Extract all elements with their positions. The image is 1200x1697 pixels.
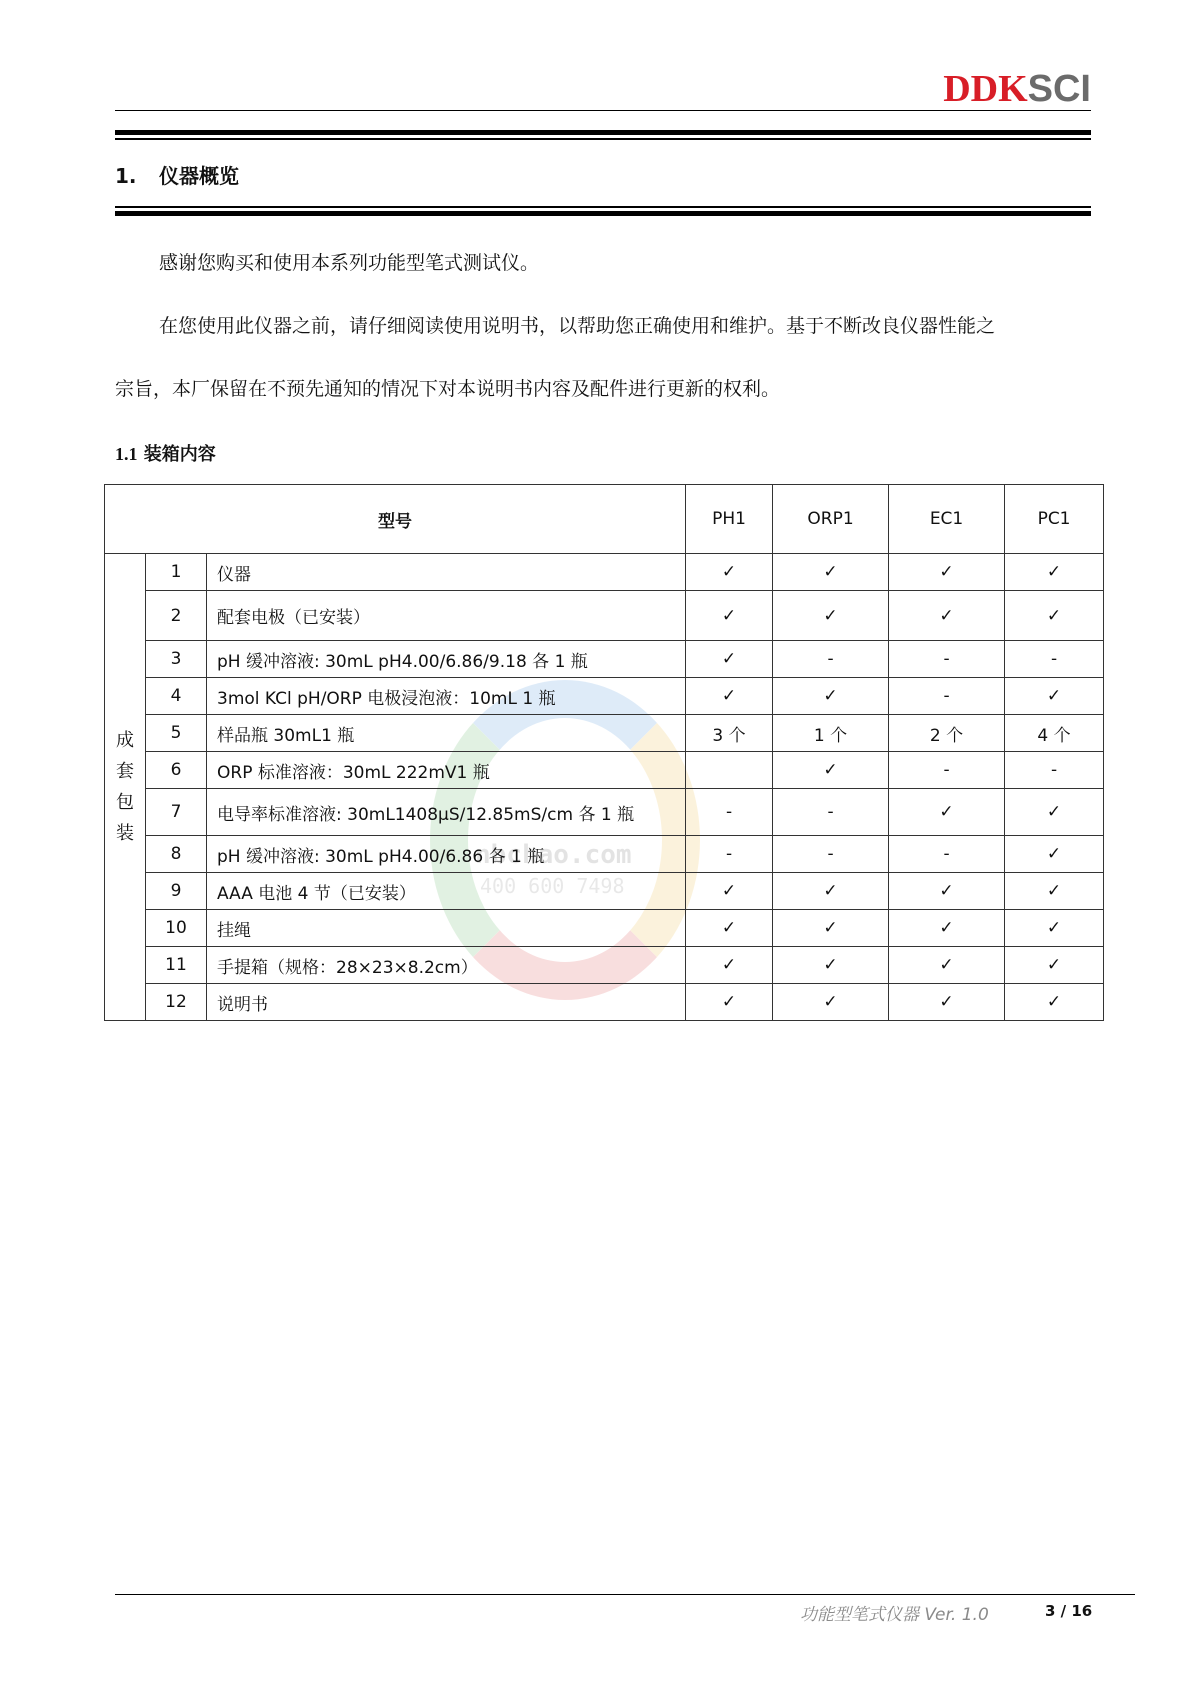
table-row xyxy=(105,715,1104,752)
row-number: 3 xyxy=(146,641,207,678)
table-row xyxy=(105,789,1104,836)
table-row xyxy=(105,947,1104,984)
notice-line-2: 宗旨，本厂保留在不预先通知的情况下对本说明书内容及配件进行更新的权利。 xyxy=(115,378,781,400)
row-number: 5 xyxy=(146,715,207,752)
cell-ec1: - xyxy=(889,678,1005,715)
brand-logo xyxy=(943,70,1091,108)
cell-pc1: ✓ xyxy=(1005,947,1104,984)
cell-orp1: ✓ xyxy=(773,678,889,715)
cell-orp1: ✓ xyxy=(773,984,889,1021)
table-row xyxy=(105,591,1104,641)
section-rule-bottom xyxy=(115,211,1091,216)
table-row xyxy=(105,554,1104,591)
col-header-orp1: ORP1 xyxy=(773,485,889,554)
cell-pc1: - xyxy=(1005,752,1104,789)
cell-orp1: ✓ xyxy=(773,752,889,789)
group-label: 成 套 包 装 xyxy=(116,730,134,844)
col-header-ec1: EC1 xyxy=(889,485,1005,554)
table-row xyxy=(105,678,1104,715)
logo-part-sci: SCI xyxy=(1027,68,1091,110)
cell-ec1: ✓ xyxy=(889,591,1005,641)
table-header-row xyxy=(105,485,1104,554)
cell-ph1: 3 个 xyxy=(686,715,773,752)
notice-line-1: 在您使用此仪器之前，请仔细阅读使用说明书，以帮助您正确使用和维护。基于不断改良仪器性能之 xyxy=(159,315,996,337)
cell-pc1: ✓ xyxy=(1005,554,1104,591)
row-item: 挂绳 xyxy=(207,910,686,947)
section-heading xyxy=(115,160,239,189)
row-number: 8 xyxy=(146,836,207,873)
cell-pc1: ✓ xyxy=(1005,591,1104,641)
row-item: AAA 电池 4 节（已安装） xyxy=(207,873,686,910)
table-row xyxy=(105,641,1104,678)
cell-ph1: ✓ xyxy=(686,554,773,591)
cell-ph1: ✓ xyxy=(686,873,773,910)
cell-ph1: ✓ xyxy=(686,678,773,715)
cell-ph1: - xyxy=(686,836,773,873)
row-item: 3mol KCl pH/ORP 电极浸泡液：10mL 1 瓶 xyxy=(207,678,686,715)
footer-rule xyxy=(115,1594,1135,1595)
row-number: 12 xyxy=(146,984,207,1021)
cell-ec1: - xyxy=(889,641,1005,678)
table-row xyxy=(105,984,1104,1021)
watermark-name: nbchao.com xyxy=(475,840,632,870)
cell-ec1: ✓ xyxy=(889,789,1005,836)
cell-pc1: 4 个 xyxy=(1005,715,1104,752)
subsection-title: 装箱内容 xyxy=(143,444,216,465)
cell-ec1: 2 个 xyxy=(889,715,1005,752)
col-header-pc1: PC1 xyxy=(1005,485,1104,554)
cell-ec1: ✓ xyxy=(889,947,1005,984)
row-item: 说明书 xyxy=(207,984,686,1021)
cell-pc1: ✓ xyxy=(1005,873,1104,910)
row-item: 样品瓶 30mL1 瓶 xyxy=(207,715,686,752)
row-item: 电导率标准溶液: 30mL1408μS/12.85mS/cm 各 1 瓶 xyxy=(207,789,686,836)
cell-orp1: - xyxy=(773,641,889,678)
cell-ph1: ✓ xyxy=(686,641,773,678)
cell-ph1: ✓ xyxy=(686,910,773,947)
cell-pc1: ✓ xyxy=(1005,836,1104,873)
row-number: 6 xyxy=(146,752,207,789)
table-row xyxy=(105,752,1104,789)
group-label-cell xyxy=(105,554,146,1021)
cell-ph1: ✓ xyxy=(686,984,773,1021)
row-item: ORP 标准溶液：30mL 222mV1 瓶 xyxy=(207,752,686,789)
row-item: pH 缓冲溶液: 30mL pH4.00/6.86 各 1 瓶 xyxy=(207,836,686,873)
cell-orp1: - xyxy=(773,836,889,873)
model-header: 型号 xyxy=(105,485,686,554)
section-rule-top-thin xyxy=(115,138,1091,140)
section-title: 仪器概览 xyxy=(159,164,239,188)
cell-pc1: ✓ xyxy=(1005,984,1104,1021)
cell-ec1: - xyxy=(889,836,1005,873)
row-number: 11 xyxy=(146,947,207,984)
cell-pc1: ✓ xyxy=(1005,910,1104,947)
intro-paragraph xyxy=(115,232,1095,421)
cell-ph1: ✓ xyxy=(686,591,773,641)
cell-orp1: ✓ xyxy=(773,873,889,910)
row-item: 仪器 xyxy=(207,554,686,591)
cell-orp1: ✓ xyxy=(773,947,889,984)
cell-ph1: - xyxy=(686,789,773,836)
row-item: pH 缓冲溶液: 30mL pH4.00/6.86/9.18 各 1 瓶 xyxy=(207,641,686,678)
cell-orp1: 1 个 xyxy=(773,715,889,752)
row-number: 2 xyxy=(146,591,207,641)
cell-ec1: - xyxy=(889,752,1005,789)
row-number: 1 xyxy=(146,554,207,591)
cell-orp1: ✓ xyxy=(773,591,889,641)
row-number: 7 xyxy=(146,789,207,836)
watermark-phone: 400 600 7498 xyxy=(480,874,625,898)
subsection-number: 1.1 xyxy=(115,444,138,464)
row-number: 4 xyxy=(146,678,207,715)
section-rule-bottom-thin xyxy=(115,206,1091,208)
page-number: 3 / 16 xyxy=(1045,1602,1093,1620)
cell-ec1: ✓ xyxy=(889,873,1005,910)
cell-ec1: ✓ xyxy=(889,910,1005,947)
row-item: 配套电极（已安装） xyxy=(207,591,686,641)
row-item: 手提箱（规格：28×23×8.2cm） xyxy=(207,947,686,984)
cell-ec1: ✓ xyxy=(889,984,1005,1021)
subsection-heading xyxy=(115,440,216,466)
table-row xyxy=(105,873,1104,910)
cell-orp1: ✓ xyxy=(773,910,889,947)
section-rule-top xyxy=(115,130,1091,135)
cell-orp1: - xyxy=(773,789,889,836)
cell-ph1: ✓ xyxy=(686,947,773,984)
table-row xyxy=(105,836,1104,873)
cell-orp1: ✓ xyxy=(773,554,889,591)
table-row xyxy=(105,910,1104,947)
header-rule-thin xyxy=(115,110,1091,111)
section-number: 1. xyxy=(115,164,137,188)
cell-ec1: ✓ xyxy=(889,554,1005,591)
cell-pc1: - xyxy=(1005,641,1104,678)
footer-doc-title: 功能型笔式仪器 Ver. 1.0 xyxy=(800,1605,989,1625)
cell-pc1: ✓ xyxy=(1005,789,1104,836)
cell-pc1: ✓ xyxy=(1005,678,1104,715)
packing-list-table xyxy=(104,484,1104,1021)
thanks-line: 感谢您购买和使用本系列功能型笔式测试仪。 xyxy=(159,252,540,274)
row-number: 10 xyxy=(146,910,207,947)
row-number: 9 xyxy=(146,873,207,910)
logo-part-ddk: DDK xyxy=(943,68,1028,110)
cell-ph1 xyxy=(686,752,773,789)
col-header-ph1: PH1 xyxy=(686,485,773,554)
